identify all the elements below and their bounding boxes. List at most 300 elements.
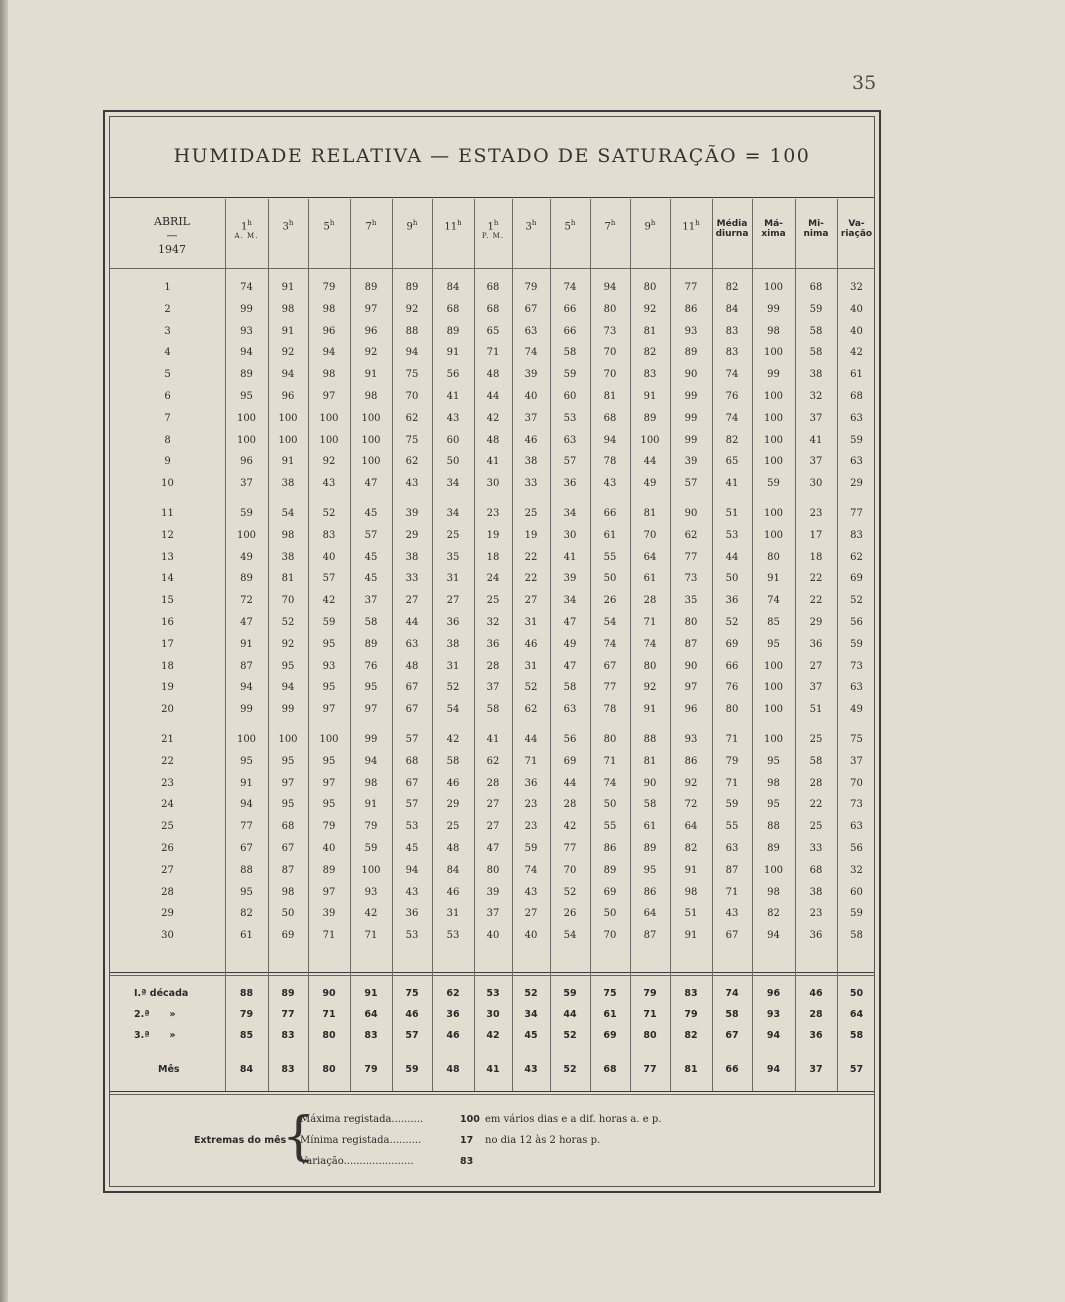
table-cell: 86 (603, 843, 617, 854)
table-cell: 88 (767, 821, 780, 833)
table-cell: 96 (240, 456, 253, 468)
table-cell: 70 (603, 930, 617, 942)
table-cell: 95 (240, 886, 253, 898)
table-cell: 22 (809, 799, 823, 811)
table-cell: 89 (684, 347, 698, 359)
table-cell: 91 (364, 799, 378, 811)
table-cell: 22 (809, 595, 823, 607)
table-cell: 84 (725, 303, 739, 315)
table-cell: 47 (240, 617, 253, 628)
table-cell: 43 (524, 886, 538, 898)
day-label: 23 (161, 777, 174, 789)
column-header-hour: 11$^h$ (444, 219, 462, 233)
table-cell: 77 (684, 282, 698, 293)
table-cell: 83 (850, 529, 863, 541)
column-header-hour-suffix: h (288, 219, 294, 227)
table-cell: 93 (364, 886, 378, 898)
table-cell: 37 (240, 478, 253, 490)
table-cell: 31 (524, 660, 538, 672)
table-cell: 91 (240, 638, 253, 650)
table-cell: 27 (405, 595, 419, 607)
day-label: 20 (161, 704, 174, 716)
table-cell: 57 (563, 456, 577, 468)
table-cell: 36 (405, 908, 419, 920)
table-cell: 51 (684, 908, 698, 920)
table-cell: 23 (809, 908, 823, 920)
table-cell: 89 (240, 369, 253, 381)
table-cell: 46 (446, 886, 460, 898)
table-cell: 54 (281, 508, 295, 519)
summary-cell: 36 (446, 1009, 460, 1020)
table-cell: 73 (850, 660, 863, 672)
table-cell: 78 (603, 704, 617, 716)
table-cell: 71 (603, 755, 617, 767)
column-header-hour-suffix: h (329, 219, 335, 227)
table-cell: 27 (486, 799, 500, 811)
table-cell: 91 (281, 456, 295, 468)
table-cell: 67 (405, 682, 419, 694)
table-cell: 80 (684, 617, 698, 628)
table-cell: 76 (364, 660, 378, 672)
summary-label: 2.ª » (134, 1009, 176, 1020)
table-cell: 44 (524, 734, 538, 745)
day-label: 12 (161, 529, 174, 541)
table-cell: 80 (486, 864, 500, 876)
month-dash: — (166, 229, 178, 242)
table-cell: 68 (850, 391, 863, 402)
table-cell: 59 (364, 843, 378, 854)
column-header (795, 199, 837, 269)
day-label: 15 (161, 595, 174, 607)
table-cell: 95 (281, 799, 295, 811)
table-cell: 68 (809, 282, 823, 293)
table-cell: 40 (486, 930, 500, 942)
table-cell: 88 (643, 734, 657, 745)
summary-cell: 53 (486, 988, 500, 999)
table-cell: 91 (684, 864, 698, 876)
table-cell: 70 (563, 864, 577, 876)
summary-cell: 79 (684, 1009, 698, 1020)
table-cell: 23 (809, 508, 823, 519)
table-cell: 55 (603, 551, 617, 563)
table-cell: 92 (281, 638, 295, 650)
table-cell: 77 (684, 551, 698, 563)
table-cell: 39 (486, 886, 500, 898)
day-label: 14 (161, 573, 174, 585)
table-cell: 73 (603, 325, 617, 337)
summary-label: I.ª década (134, 988, 189, 999)
table-cell: 75 (405, 369, 419, 381)
summary-cell: 89 (281, 988, 295, 999)
table-cell: 86 (643, 886, 657, 898)
table-cell: 39 (405, 508, 419, 519)
table-cell: 100 (319, 734, 339, 745)
summary-cell: 36 (809, 1030, 823, 1041)
table-cell: 49 (240, 551, 253, 563)
table-cell: 34 (446, 478, 460, 490)
table-cell: 81 (643, 325, 657, 337)
table-cell: 38 (524, 456, 538, 468)
table-cell: 52 (524, 682, 538, 694)
table-cell: 97 (322, 391, 336, 402)
column-header (630, 199, 670, 269)
table-cell: 44 (725, 551, 739, 563)
table-cell: 71 (524, 755, 538, 767)
table-cell: 40 (850, 325, 863, 337)
column-header (392, 199, 432, 269)
table-cell: 95 (281, 660, 295, 672)
table-cell: 36 (725, 595, 739, 607)
table-cell: 68 (446, 303, 460, 315)
day-label: 9 (164, 456, 171, 468)
column-header (432, 199, 474, 269)
brace-symbol: { (282, 1107, 316, 1167)
table-cell: 70 (643, 529, 657, 541)
column-header-line1: Mi- (808, 219, 824, 229)
column-header-hour-suffix: h (371, 219, 377, 227)
table-cell: 31 (446, 660, 460, 672)
table-cell: 49 (563, 638, 577, 650)
column-header-line1: Má- (764, 219, 783, 229)
summary-cell: 50 (849, 988, 864, 999)
table-cell: 90 (643, 777, 657, 789)
table-cell: 58 (809, 347, 823, 359)
table-cell: 100 (763, 434, 784, 446)
table-cell: 36 (563, 478, 577, 490)
day-label: 19 (161, 682, 174, 694)
table-cell: 99 (364, 734, 378, 745)
table-cell: 98 (322, 303, 336, 315)
table-cell: 31 (446, 573, 460, 585)
day-label: 18 (161, 660, 174, 672)
table-cell: 41 (486, 734, 500, 745)
table-cell: 69 (281, 930, 295, 942)
table-cell: 88 (240, 864, 253, 876)
table-cell: 95 (281, 755, 295, 767)
table-cell: 58 (850, 930, 863, 942)
table-cell: 58 (486, 704, 500, 716)
table-cell: 50 (603, 908, 617, 920)
table-cell: 24 (486, 573, 500, 585)
column-header-line2: xima (761, 229, 786, 239)
table-cell: 100 (763, 704, 784, 716)
table-cell: 65 (486, 325, 500, 337)
table-cell: 94 (364, 755, 378, 767)
table-cell: 99 (684, 391, 698, 402)
table-cell: 38 (809, 886, 823, 898)
table-cell: 98 (684, 886, 698, 898)
table-cell: 68 (405, 755, 419, 767)
summary-cell: 59 (563, 988, 577, 999)
day-label: 3 (164, 325, 171, 337)
summary-cell: 43 (524, 1064, 538, 1075)
table-cell: 74 (603, 638, 617, 650)
table-cell: 92 (364, 347, 378, 359)
column-header-line2: riação (840, 229, 873, 239)
table-cell: 63 (850, 456, 863, 468)
table-cell: 58 (563, 347, 577, 359)
table-cell: 76 (725, 682, 739, 694)
table-cell: 55 (725, 821, 739, 833)
summary-cell: 52 (524, 988, 538, 999)
table-cell: 98 (281, 529, 295, 541)
day-label: 8 (164, 434, 171, 446)
table-cell: 79 (725, 755, 739, 767)
table-cell: 36 (446, 617, 460, 628)
table-cell: 80 (603, 734, 617, 745)
table-cell: 58 (563, 682, 577, 694)
table-cell: 29 (405, 529, 419, 541)
table-cell: 36 (809, 638, 823, 650)
table-cell: 40 (850, 303, 863, 315)
book-spine-edge (0, 0, 8, 1302)
table-cell: 34 (446, 508, 460, 519)
table-cell: 100 (236, 434, 257, 446)
table-cell: 89 (364, 282, 378, 293)
table-cell: 89 (240, 573, 253, 585)
table-cell: 71 (725, 777, 739, 789)
table-cell: 53 (725, 529, 739, 541)
table-cell: 100 (763, 508, 784, 519)
summary-cell: 93 (766, 1009, 781, 1020)
table-cell: 100 (763, 456, 784, 468)
column-header-hour: 1$^h$ (241, 219, 252, 233)
table-cell: 48 (405, 660, 419, 672)
table-cell: 96 (281, 391, 295, 402)
summary-cell: 75 (405, 988, 419, 999)
table-cell: 37 (809, 682, 823, 694)
table-cell: 77 (850, 508, 863, 519)
summary-cell: 46 (809, 988, 823, 999)
day-label: 5 (164, 369, 171, 381)
table-cell: 47 (364, 478, 378, 490)
table-cell: 97 (322, 704, 336, 716)
table-cell: 30 (809, 478, 823, 490)
table-cell: 74 (524, 347, 538, 359)
table-cell: 50 (603, 573, 617, 585)
summary-cell: 61 (603, 1009, 617, 1020)
column-header (712, 199, 752, 269)
column-header-line1: Média (716, 219, 748, 229)
table-cell: 37 (524, 412, 538, 424)
extreme-value (460, 1134, 473, 1148)
table-cell: 69 (603, 886, 617, 898)
table-cell: 95 (322, 638, 336, 650)
summary-cell: 57 (405, 1030, 419, 1041)
table-cell: 83 (725, 325, 739, 337)
table-cell: 91 (281, 325, 295, 337)
summary-cell: 48 (446, 1064, 460, 1075)
summary-cell: 68 (603, 1064, 617, 1075)
table-cell: 25 (486, 595, 500, 607)
table-cell: 51 (809, 704, 823, 716)
table-cell: 48 (446, 843, 460, 854)
extreme-note: no dia 12 às 2 horas p. (485, 1135, 601, 1146)
day-label: 11 (161, 508, 174, 519)
table-cell: 57 (405, 734, 419, 745)
column-header-line2: diurna (715, 229, 749, 239)
table-cell: 71 (725, 886, 739, 898)
table-cell: 59 (850, 638, 863, 650)
table-cell: 83 (322, 529, 336, 541)
table-cell: 54 (563, 930, 577, 942)
table-cell: 25 (446, 529, 460, 541)
table-cell: 61 (603, 529, 617, 541)
column-header (837, 199, 876, 269)
table-cell: 59 (322, 617, 336, 628)
table-cell: 93 (322, 660, 336, 672)
column-header-hour-suffix: h (493, 219, 499, 227)
summary-cell: 83 (281, 1064, 295, 1075)
table-cell: 68 (486, 282, 500, 293)
summary-cell: 30 (486, 1009, 500, 1020)
day-label: 30 (161, 930, 174, 942)
table-title: HUMIDADE RELATIVA — ESTADO DE SATURAÇÃO = 100 (173, 145, 811, 167)
extreme-value (460, 1155, 473, 1169)
day-label: 29 (161, 908, 174, 920)
table-cell: 91 (364, 369, 378, 381)
table-cell: 81 (643, 755, 657, 767)
table-cell: 91 (643, 704, 657, 716)
table-cell: 92 (684, 777, 698, 789)
table-cell: 100 (763, 347, 784, 359)
horizontal-rule (110, 197, 874, 198)
table-cell: 37 (486, 682, 500, 694)
table-cell: 45 (364, 573, 378, 585)
column-header (752, 199, 795, 269)
table-cell: 91 (643, 391, 657, 402)
table-cell: 37 (809, 456, 823, 468)
day-label: 10 (161, 478, 174, 490)
extremes-label: Extremas do mês (194, 1135, 287, 1146)
summary-cell: 81 (684, 1064, 698, 1075)
table-cell: 89 (643, 843, 657, 854)
table-cell: 98 (767, 325, 780, 337)
table-cell: 77 (603, 682, 617, 694)
column-header-hour-suffix: h (412, 219, 418, 227)
table-cell: 92 (281, 347, 295, 359)
table-cell: 37 (486, 908, 500, 920)
table-cell: 40 (524, 391, 538, 402)
summary-cell: 58 (849, 1030, 864, 1041)
day-label: 6 (164, 391, 171, 402)
table-cell: 100 (763, 391, 784, 402)
table-cell: 79 (322, 821, 336, 833)
table-cell: 41 (486, 456, 500, 468)
table-cell: 63 (563, 704, 577, 716)
table-cell: 41 (563, 551, 577, 563)
table-cell: 90 (684, 369, 698, 381)
table-cell: 97 (684, 682, 698, 694)
table-cell: 54 (446, 704, 460, 716)
table-cell: 73 (684, 573, 698, 585)
table-cell: 89 (405, 282, 419, 293)
summary-cell: 79 (239, 1009, 254, 1020)
table-cell: 56 (446, 369, 460, 381)
table-cell: 68 (809, 864, 823, 876)
column-header (308, 199, 350, 269)
table-cell: 27 (446, 595, 460, 607)
summary-cell: 77 (281, 1009, 295, 1020)
table-cell: 79 (322, 282, 336, 293)
table-cell: 30 (563, 529, 577, 541)
table-cell: 81 (281, 573, 295, 585)
table-cell: 46 (524, 638, 538, 650)
table-cell: 91 (240, 777, 253, 789)
table-cell: 100 (763, 529, 784, 541)
summary-cell: 94 (766, 1064, 781, 1075)
table-cell: 28 (563, 799, 577, 811)
table-cell: 93 (684, 325, 698, 337)
table-cell: 37 (809, 412, 823, 424)
month-header (118, 215, 226, 257)
table-cell: 42 (322, 595, 336, 607)
table-frame (103, 110, 881, 1193)
table-cell: 84 (446, 864, 460, 876)
table-cell: 82 (767, 908, 780, 920)
table-cell: 96 (322, 325, 336, 337)
table-cell: 40 (322, 843, 336, 854)
table-cell: 74 (725, 412, 739, 424)
table-cell: 22 (524, 551, 538, 563)
table-cell: 43 (725, 908, 739, 920)
table-cell: 53 (563, 412, 577, 424)
day-label: 13 (161, 551, 174, 563)
table-cell: 32 (850, 282, 863, 293)
table-cell: 27 (809, 660, 823, 672)
table-cell: 94 (405, 864, 419, 876)
table-cell: 74 (725, 369, 739, 381)
table-cell: 97 (364, 303, 378, 315)
table-cell: 33 (405, 573, 419, 585)
table-cell: 42 (446, 734, 460, 745)
table-cell: 43 (446, 412, 460, 424)
table-cell: 19 (486, 529, 500, 541)
summary-cell: 79 (364, 1064, 378, 1075)
summary-cell: 41 (486, 1064, 500, 1075)
table-cell: 60 (563, 391, 577, 402)
table-cell: 86 (684, 303, 698, 315)
table-cell: 81 (643, 508, 657, 519)
table-cell: 71 (322, 930, 336, 942)
day-label: 1 (164, 282, 171, 293)
column-header-ampm: A. M. (234, 232, 259, 241)
table-cell: 39 (563, 573, 577, 585)
column-header (225, 199, 268, 269)
table-cell: 83 (643, 369, 657, 381)
table-cell: 89 (767, 843, 780, 854)
table-cell: 60 (850, 886, 863, 898)
day-label: 4 (164, 347, 171, 359)
table-cell: 66 (603, 508, 617, 519)
table-cell: 23 (524, 799, 538, 811)
table-cell: 38 (281, 478, 295, 490)
column-header (512, 199, 550, 269)
table-cell: 90 (684, 508, 698, 519)
table-cell: 96 (684, 704, 698, 716)
table-cell: 38 (809, 369, 823, 381)
table-cell: 62 (684, 529, 698, 541)
table-cell: 82 (643, 347, 657, 359)
table-cell: 100 (763, 734, 784, 745)
table-cell: 68 (603, 412, 617, 424)
table-cell: 57 (684, 478, 698, 490)
table-cell: 70 (405, 391, 419, 402)
column-header (670, 199, 712, 269)
table-cell: 98 (364, 777, 378, 789)
table-cell: 52 (446, 682, 460, 694)
summary-cell: 52 (563, 1030, 577, 1041)
